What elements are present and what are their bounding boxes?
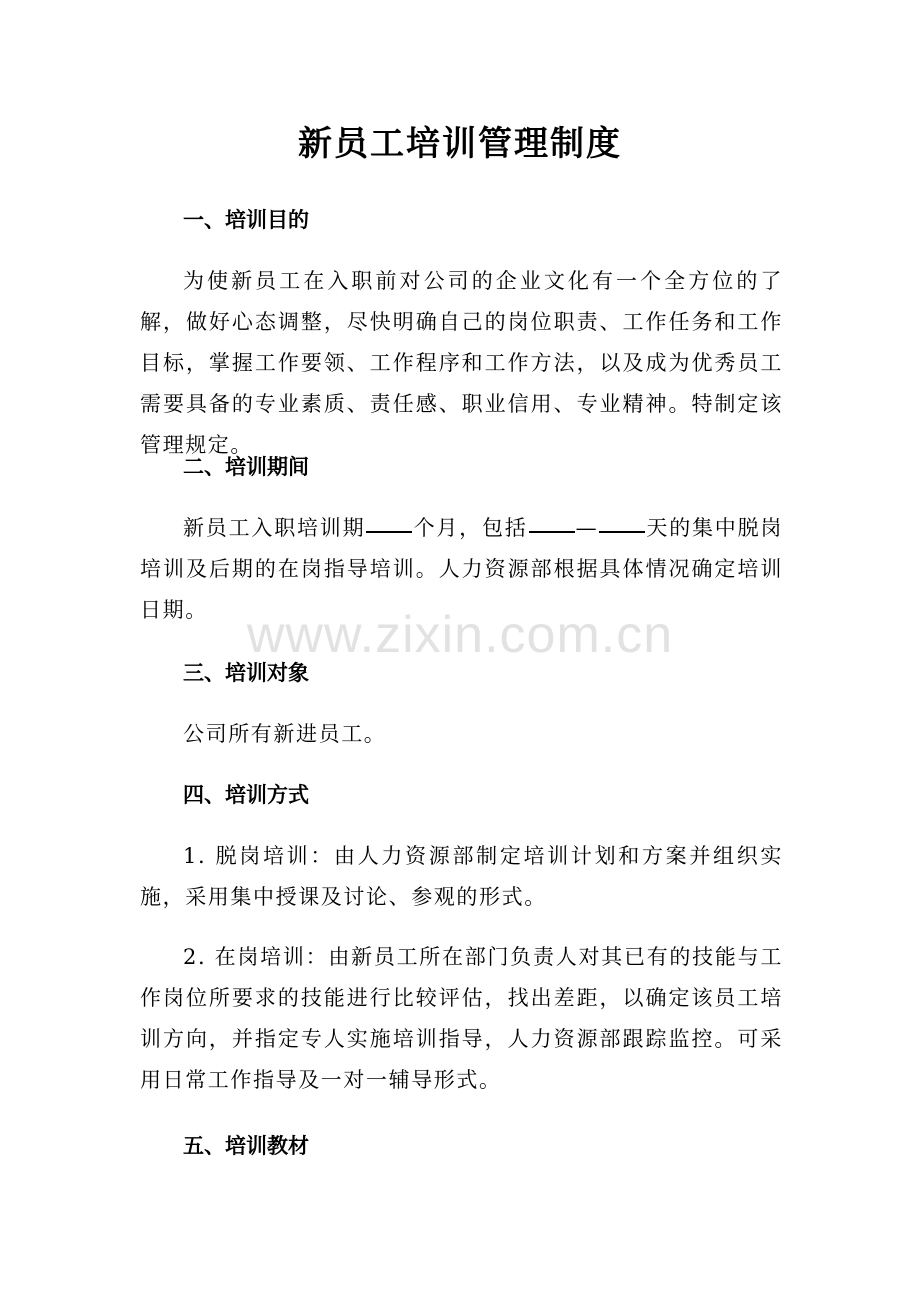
blank-days-from <box>529 530 575 533</box>
document-title: 新员工培训管理制度 <box>298 124 622 164</box>
method-paragraph-1: 1. 脱岗培训：由人力资源部制定培训计划和方案并组织实施，采用集中授课及讨论、参观的形式。 <box>140 844 783 909</box>
section-heading-method: 四、培训方式 <box>183 782 309 807</box>
method-paragraph-2: 2. 在岗培训：由新员工所在部门负责人对其已有的技能与工作岗位所要求的技能进行比较评估，找出差距，以确定该员工培训方向，并指定专人实施培训指导，人力资源部跟踪监控。可采用日常工作指导及一对一辅导形式。 <box>140 945 783 1092</box>
section-heading-purpose: 一、培训目的 <box>183 207 309 232</box>
section-heading-period: 二、培训期间 <box>183 454 309 479</box>
period-text-1: 新员工入职培训期 <box>183 516 366 540</box>
period-text-3: — <box>575 516 599 540</box>
period-paragraph <box>140 508 783 631</box>
purpose-paragraph: 为使新员工在入职前对公司的企业文化有一个全方位的了解，做好心态调整，尽快明确自己的岗位职责、工作任务和工作目标，掌握工作要领、工作程序和工作方法，以及成为优秀员工需要具备的专业素质、责任感、职业信用、专业精神。特制定该管理规定。 <box>140 269 783 457</box>
period-text-2: 个月，包括 <box>413 516 528 540</box>
blank-days-to <box>599 530 645 533</box>
blank-months <box>366 530 412 533</box>
watermark: www.zixin.com.cn <box>246 606 674 664</box>
target-paragraph: 公司所有新进员工。 <box>183 722 387 746</box>
period-text-4: 天的集中脱岗培训及后期的在岗指导培训。人力资源部根据具体情况确定培训日期。 <box>140 516 783 622</box>
section-heading-materials: 五、培训教材 <box>183 1133 309 1158</box>
section-heading-target: 三、培训对象 <box>183 660 309 685</box>
